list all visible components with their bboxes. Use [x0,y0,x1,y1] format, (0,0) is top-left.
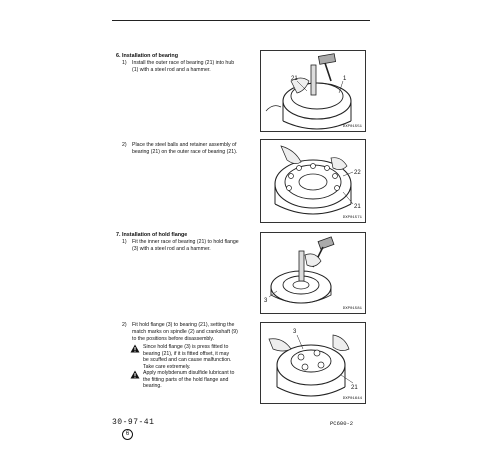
figure-hold-flange-inner-race [260,232,366,314]
section-7-step-1 [122,239,257,255]
model-code: PC600-2 [330,420,354,427]
figure-bearing-outer-race [260,50,366,132]
warning-triangle-icon [130,344,140,353]
step-text-line: Fit hold flange (3) to bearing (21), setting the [132,322,235,328]
callout-22: 22 [354,170,361,176]
figure-illustration [261,233,365,313]
step-text-line: Install the outer race of bearing (21) into hub [132,60,235,66]
callout-21: 21 [354,204,361,210]
step-text-line: (1) with a steel rod and a hammer. [132,67,211,73]
figure-code: DXP01644 [342,397,362,401]
figure-code: DXP01581 [342,307,362,311]
step-text-line: match marks on spindle (2) and crankshaft (9) [132,329,238,335]
warning-text-line: be scuffed and can cause malfunction. [143,357,232,363]
warning-press-fit [130,344,258,372]
step-number: 1) [122,239,127,245]
warning-text-line: Take care extremely. [143,363,191,370]
warning-triangle-icon [130,370,140,379]
section-6-heading: 6. Installation of bearing [116,53,179,59]
step-number: 1) [122,60,127,66]
callout-21: 21 [351,385,358,391]
step-text-line: bearing (21) on the outer race of bearing (21). [132,149,238,155]
figure-illustration [261,323,365,403]
callout-3: 3 [293,329,297,335]
step-text-line: Fit the inner race of bearing (21) to hold flange [132,239,239,245]
warning-text-line: Apply molybdenum disulfide lubricant to [143,370,235,376]
warning-lubricant [130,370,258,392]
figure-illustration [261,51,365,131]
section-7-step-2 [122,322,262,346]
step-text-line: Place the steel balls and retainer assembly of [132,142,237,148]
section-6-step-2 [122,142,262,158]
step-number: 2) [122,142,127,148]
warning-text-line: bearing. [143,383,162,389]
header-rule [112,20,370,21]
section-6-step-1 [122,60,257,76]
section-7-heading: 7. Installation of hold flange [116,232,188,238]
figure-hold-flange-fit [260,322,366,404]
figure-code: DXP01571 [342,216,362,220]
callout-1: 1 [343,76,347,82]
callout-21: 21 [291,76,298,82]
revision-circle-mark: 6 [122,429,133,440]
figure-code: DXP01551 [342,125,362,129]
page-number: 30-97-41 [112,418,155,427]
step-text-line: (3) with a steel rod and a hammer. [132,246,211,252]
step-number: 2) [122,322,127,328]
step-text-line: to the positions before disassembly. [132,336,215,342]
callout-3: 3 [264,298,268,304]
figure-bearing-steel-balls [260,139,366,223]
warning-text-line: bearing (21), if it is fitted offset, it may [143,350,230,357]
warning-text-line: Since hold flange (3) is press fitted to [143,344,229,350]
warning-text-line: the fitting parts of the hold flange and [143,376,229,383]
figure-illustration [261,140,365,222]
